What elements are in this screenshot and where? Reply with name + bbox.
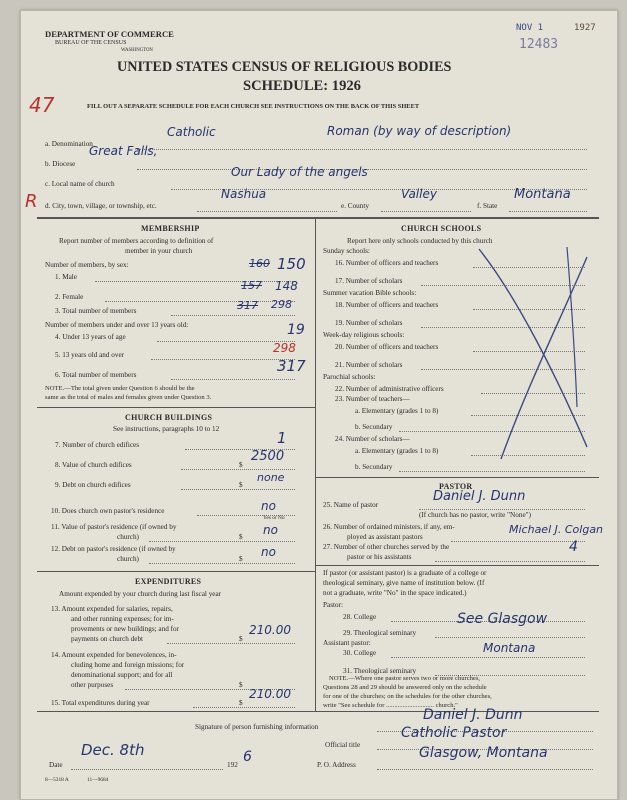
- over-13-label: 5. 13 years old and over: [55, 351, 125, 359]
- other-churches-value: 4: [569, 539, 578, 555]
- running-expenses-label-4: payments on church debt: [71, 635, 144, 643]
- denomination-value: Catholic: [167, 125, 216, 139]
- assistant-seminary-label: 31. Theological seminary: [343, 667, 417, 675]
- running-expenses-dollar: $: [239, 635, 243, 643]
- county-value: Valley: [401, 187, 437, 201]
- membership-intro-2: member in your church: [125, 247, 193, 255]
- church-edifices-label: 7. Number of church edifices: [55, 441, 140, 449]
- form-title: UNITED STATES CENSUS OF RELIGIOUS BODIES: [117, 59, 452, 75]
- total-expenditures-label: 15. Total expenditures during year: [51, 699, 150, 707]
- teachers-label: 23. Number of teachers—: [335, 395, 410, 403]
- edifices-debt-dollar: $: [239, 481, 243, 489]
- assistant-college-label: 30. College: [343, 649, 377, 657]
- assistant-count-value: Michael J. Colgan: [509, 523, 604, 536]
- po-address-value: Glasgow, Montana: [419, 745, 548, 761]
- stamp-number: 12483: [519, 37, 559, 52]
- graduate-instruction-1: If pastor (or assistant pastor) is a graduate of a college or: [323, 569, 487, 577]
- membership-heading: MEMBERSHIP: [141, 224, 200, 233]
- male-value: 150: [277, 255, 306, 273]
- pastor-note-1: NOTE.—Where one pastor serves two or more churches,: [329, 675, 481, 682]
- form-instruction: FILL OUT A SEPARATE SCHEDULE FOR EACH CHURCH SEE INSTRUCTIONS ON THE BACK OF THIS SHEET: [87, 103, 420, 110]
- assistant-sublabel: Assistant pastor:: [323, 639, 371, 647]
- expenditures-heading: EXPENDITURES: [135, 577, 202, 586]
- summer-scholars-label: 19. Number of scholars: [335, 319, 403, 327]
- pastor-heading: PASTOR: [439, 482, 473, 491]
- assistant-college-value: Montana: [483, 641, 536, 655]
- residence-value-label-1: 11. Value of pastor's residence (if owned by: [51, 523, 177, 531]
- form-code-2: 11—9684: [87, 777, 109, 783]
- scholars-label: 24. Number of scholars—: [335, 435, 410, 443]
- bureau-name: BUREAU OF THE CENSUS: [55, 40, 127, 46]
- weekday-teachers-label: 20. Number of officers and teachers: [335, 343, 439, 351]
- benevolences-label-4: other purposes: [71, 681, 114, 689]
- benevolences-label-2: cluding home and foreign missions; for: [71, 661, 185, 669]
- church-edifices-value: 1: [277, 429, 287, 447]
- red-filing-mark: 47: [29, 93, 55, 117]
- male-old-value: 160: [249, 257, 270, 270]
- received-stamp-date: NOV 1: [516, 23, 544, 33]
- benevolences-label-1: 14. Amount expended for benevolences, in-: [51, 651, 177, 659]
- pastor-name-label: 25. Name of pastor: [323, 501, 379, 509]
- local-name-label: c. Local name of church: [45, 180, 115, 188]
- total-members-label: 3. Total number of members: [55, 307, 137, 315]
- male-label: 1. Male: [55, 273, 77, 281]
- residence-debt-value: no: [261, 545, 276, 559]
- official-title-value: Catholic Pastor: [401, 725, 507, 741]
- form-code: 8—5318 A: [45, 777, 69, 783]
- bureau-city: WASHINGTON: [121, 48, 153, 53]
- teachers-secondary-label: b. Secondary: [355, 423, 393, 431]
- edifices-value-dollar: $: [239, 461, 243, 469]
- pastor-seminary-label: 29. Theological seminary: [343, 629, 417, 637]
- graduate-instruction-3: not a graduate, write "No" in the space indicated.): [323, 589, 467, 597]
- scholars-secondary-label: b. Secondary: [355, 463, 393, 471]
- red-r-mark: R: [25, 191, 38, 212]
- residence-value-dollar: $: [239, 533, 243, 541]
- date-year-digit: 6: [243, 749, 252, 765]
- running-expenses-label-2: and other running expenses; for im-: [71, 615, 174, 623]
- edifices-value-value: 2500: [251, 449, 285, 464]
- total-members-2-value: 317: [277, 357, 306, 375]
- denomination-description: Roman (by way of description): [327, 124, 512, 138]
- city-value: Nashua: [221, 187, 267, 201]
- schools-intro: Report here only schools conducted by this church: [347, 237, 493, 245]
- running-expenses-label-1: 13. Amount expended for salaries, repairs,: [51, 605, 173, 613]
- edifices-debt-value: none: [257, 471, 285, 484]
- county-label: e. County: [341, 202, 369, 210]
- schools-heading: CHURCH SCHOOLS: [401, 224, 482, 233]
- membership-intro-4: Number of members under and over 13 years old:: [45, 321, 189, 329]
- pastor-note-2: Questions 28 and 29 should be answered only on the schedule: [323, 684, 487, 691]
- signature-label: Signature of person furnishing information: [195, 723, 319, 731]
- sunday-scholars-label: 17. Number of scholars: [335, 277, 403, 285]
- total-members-2-label: 6. Total number of members: [55, 371, 137, 379]
- pastor-seminary-value: See Glasgow: [457, 611, 548, 627]
- state-value: Montana: [514, 187, 571, 202]
- edifices-value-label: 8. Value of church edifices: [55, 461, 132, 469]
- date-label: Date: [49, 761, 63, 769]
- form-subtitle: SCHEDULE: 1926: [243, 78, 361, 94]
- female-value: 148: [275, 279, 298, 293]
- membership-note-2: same as the total of males and females given under Question 3.: [45, 394, 212, 401]
- graduate-instruction-2: theological seminary, give name of institution below. (If: [323, 579, 485, 587]
- buildings-intro: See instructions, paragraphs 10 to 12: [113, 425, 220, 433]
- admin-officers-label: 22. Number of administrative officers: [335, 385, 444, 393]
- owns-residence-label: 10. Does church own pastor's residence: [51, 507, 165, 515]
- benevolences-label-3: denominational support; and for all: [71, 671, 173, 679]
- parochial-schools-label: Parochial schools:: [323, 373, 376, 381]
- residence-value-value: no: [263, 523, 278, 537]
- department-name: DEPARTMENT OF COMMERCE: [45, 29, 174, 39]
- female-old-value: 157: [241, 279, 262, 292]
- membership-intro-3: Number of members, by sex:: [45, 261, 129, 269]
- owns-residence-value: no: [261, 499, 276, 513]
- running-expenses-value: 210.00: [249, 623, 291, 637]
- membership-intro-1: Report number of members according to definition of: [59, 237, 214, 245]
- city-label: d. City, town, village, or township, etc.: [45, 202, 157, 210]
- scholars-elementary-label: a. Elementary (grades 1 to 8): [355, 447, 439, 455]
- under-13-label: 4. Under 13 years of age: [55, 333, 126, 341]
- female-label: 2. Female: [55, 293, 84, 301]
- under-13-value: 19: [287, 322, 305, 338]
- edifices-debt-label: 9. Debt on church edifices: [55, 481, 131, 489]
- pastor-name-note: (If church has no pastor, write "None"): [419, 511, 531, 519]
- teachers-elementary-label: a. Elementary (grades 1 to 8): [355, 407, 439, 415]
- signature-value: Daniel J. Dunn: [423, 707, 523, 723]
- total-members-value: 298: [271, 298, 292, 311]
- total-members-old-value: 317: [237, 299, 258, 312]
- date-year-prefix: 192: [227, 761, 238, 769]
- other-churches-label-2: pastor or his assistants: [347, 553, 412, 561]
- official-title-label: Official title: [325, 741, 361, 749]
- denomination-label: a. Denomination: [45, 140, 93, 148]
- residence-debt-dollar: $: [239, 555, 243, 563]
- buildings-heading: CHURCH BUILDINGS: [125, 413, 213, 422]
- benevolences-dollar: $: [239, 681, 243, 689]
- summer-schools-label: Summer vacation Bible schools:: [323, 289, 417, 297]
- diocese-value: Great Falls,: [89, 144, 158, 158]
- pastor-note-3: for one of the churches; on the schedules for the other churches,: [323, 693, 492, 700]
- yes-or-no-hint: Yes or No: [263, 515, 285, 521]
- membership-note-1: NOTE.—The total given under Question 6 should be the: [45, 385, 195, 392]
- residence-value-label-2: church): [117, 533, 139, 541]
- po-address-label: P. O. Address: [317, 761, 356, 769]
- other-churches-label-1: 27. Number of other churches served by the: [323, 543, 450, 551]
- pastor-note-4: write "See schedule for ............................. church.": [323, 702, 458, 709]
- sunday-teachers-label: 16. Number of officers and teachers: [335, 259, 439, 267]
- pastor-sublabel: Pastor:: [323, 601, 343, 609]
- census-schedule-sheet: [20, 10, 618, 800]
- expenditures-intro: Amount expended by your church during last fiscal year: [59, 590, 222, 598]
- assistant-count-label-2: ployed as assistant pastors: [347, 533, 423, 541]
- total-expenditures-dollar: $: [239, 699, 243, 707]
- state-label: f. State: [477, 202, 498, 210]
- running-expenses-label-3: provements or new buildings; and for: [71, 625, 179, 633]
- assistant-count-label-1: 26. Number of ordained ministers, if any, em-: [323, 523, 455, 531]
- received-stamp-year: 1927: [574, 23, 596, 33]
- sunday-schools-label: Sunday schools:: [323, 247, 370, 255]
- residence-debt-label-2: church): [117, 555, 139, 563]
- local-name-value: Our Lady of the angels: [231, 165, 368, 179]
- summer-teachers-label: 18. Number of officers and teachers: [335, 301, 439, 309]
- weekday-scholars-label: 21. Number of scholars: [335, 361, 403, 369]
- total-expenditures-value: 210.00: [249, 687, 291, 701]
- date-value: Dec. 8th: [81, 741, 145, 759]
- diocese-label: b. Diocese: [45, 160, 76, 168]
- residence-debt-label-1: 12. Debt on pastor's residence (if owned by: [51, 545, 176, 553]
- pastor-college-label: 28. College: [343, 613, 377, 621]
- pastor-name-value: Daniel J. Dunn: [433, 489, 526, 504]
- weekday-schools-label: Week-day religious schools:: [323, 331, 405, 339]
- over-13-value: 298: [273, 341, 296, 355]
- schools-crossout-mark: [467, 237, 617, 477]
